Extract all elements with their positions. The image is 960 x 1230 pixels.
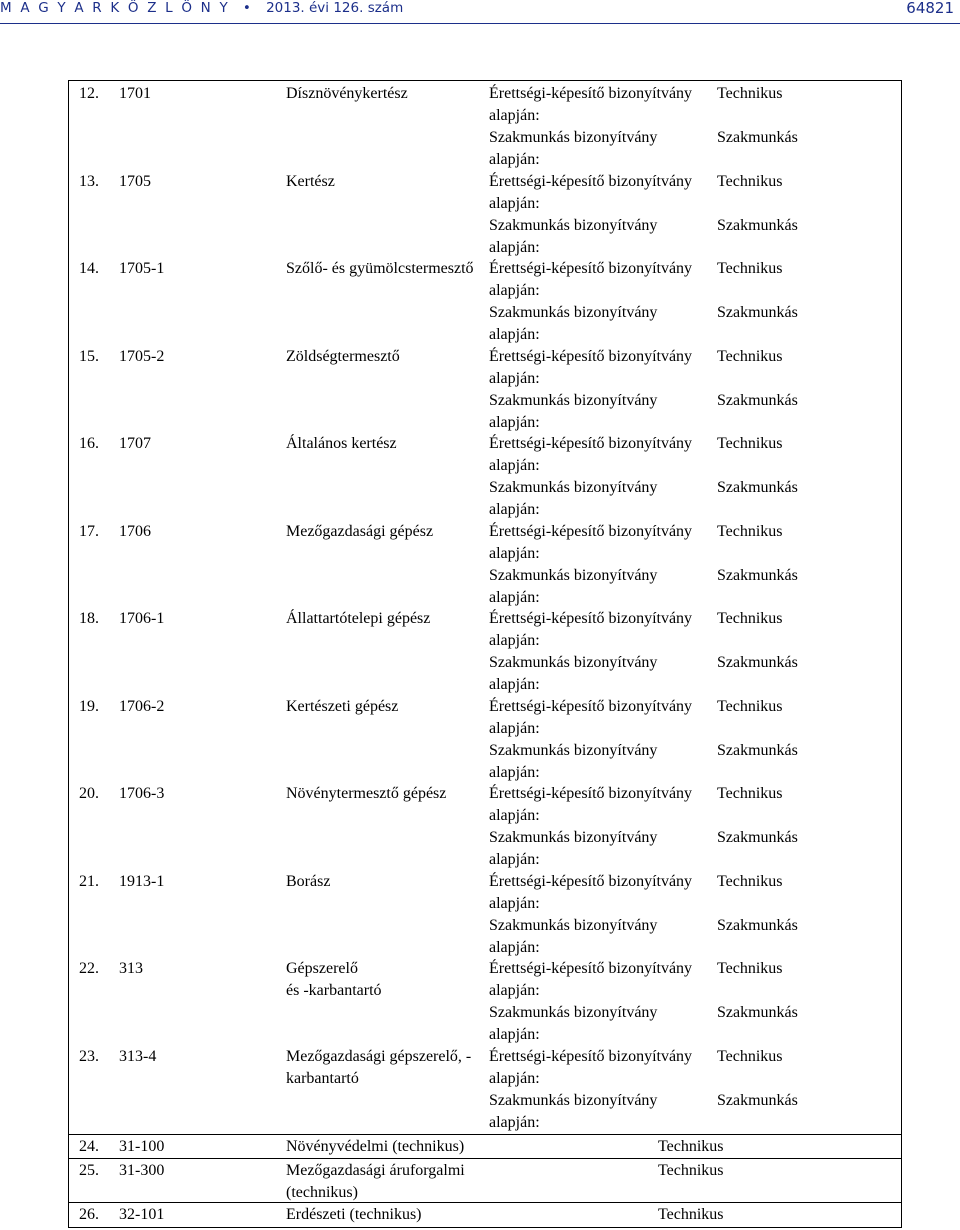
qualification-name: Erdészeti (technikus)	[286, 1206, 422, 1223]
basis-text: Szakmunkás bizonyítvány alapján:	[489, 916, 658, 956]
qualification-name: Állattartótelepi gépész	[286, 610, 431, 627]
qualification-code: 1705-2	[119, 347, 165, 365]
level-text: Szakmunkás	[717, 654, 798, 671]
basis-text: Érettségi-képesítő bizonyítvány alapján:	[489, 172, 693, 212]
row-number: 24.	[79, 1138, 99, 1155]
qualification-name: Gépszerelő és -karbantartó	[286, 960, 382, 999]
qualification-name: Általános kertész	[286, 435, 397, 452]
basis-text: Szakmunkás bizonyítvány alapján:	[489, 566, 658, 606]
basis-text: Érettségi-képesítő bizonyítvány alapján:	[489, 785, 693, 824]
page-header	[0, 0, 960, 30]
table-row-wide	[69, 1202, 901, 1230]
qualification-name: Szőlő- és gyümölcstermesztő	[286, 260, 474, 277]
separator-dot: •	[242, 0, 254, 16]
row-number: 20.	[79, 785, 99, 802]
level-text: Szakmunkás	[717, 304, 798, 321]
table-row	[69, 433, 901, 521]
table-row	[69, 521, 901, 609]
qualification-code: 313-4	[119, 1047, 157, 1065]
level-text: Technikus	[717, 260, 783, 277]
table-row	[69, 871, 901, 959]
level-text: Technikus	[717, 610, 783, 627]
qualification-name: Zöldségtermesztő	[286, 347, 400, 365]
row-number: 16.	[79, 435, 99, 452]
basis-text: Szakmunkás bizonyítvány alapján:	[489, 1091, 658, 1131]
basis-text: Érettségi-képesítő bizonyítvány alapján:	[489, 85, 693, 124]
qualification-code: 1701	[119, 85, 151, 102]
row-number: 17.	[79, 522, 99, 540]
basis-text: Szakmunkás bizonyítvány alapján:	[489, 829, 658, 868]
level-text: Szakmunkás	[717, 129, 798, 146]
qualification-code: 31-300	[119, 1162, 165, 1179]
qualification-name: Növényvédelmi (technikus)	[286, 1138, 465, 1155]
qualification-code: 1705	[119, 172, 151, 190]
level-text: Technikus	[717, 1047, 783, 1065]
level-text: Technikus	[717, 172, 783, 190]
qualification-code: 1705-1	[119, 260, 165, 277]
qualification-name: Mezőgazdasági áruforgalmi (technikus)	[286, 1162, 465, 1201]
level-text: Technikus	[717, 522, 783, 540]
table-row	[69, 83, 901, 171]
level-text: Technikus	[658, 1138, 724, 1155]
level-text: Szakmunkás	[717, 829, 798, 846]
level-text: Technikus	[717, 85, 783, 102]
level-text: Technikus	[717, 960, 783, 977]
row-number: 25.	[79, 1162, 99, 1179]
table-row-wide	[69, 1134, 901, 1159]
level-text: Technikus	[658, 1162, 724, 1179]
level-text: Szakmunkás	[717, 566, 798, 584]
basis-text: Szakmunkás bizonyítvány alapján:	[489, 304, 658, 343]
table-row	[69, 783, 901, 871]
qualification-name: Kertészeti gépész	[286, 697, 399, 715]
qualification-code: 1706-2	[119, 697, 165, 715]
qualification-code: 32-101	[119, 1206, 165, 1223]
basis-text: Szakmunkás bizonyítvány alapján:	[489, 654, 658, 693]
basis-text: Érettségi-képesítő bizonyítvány alapján:	[489, 522, 693, 562]
basis-text: Érettségi-képesítő bizonyítvány alapján:	[489, 435, 693, 474]
basis-text: Érettségi-képesítő bizonyítvány alapján:	[489, 347, 693, 387]
basis-text: Érettségi-képesítő bizonyítvány alapján:	[489, 872, 693, 912]
header-rule	[0, 23, 960, 24]
qualification-code: 1913-1	[119, 872, 165, 890]
row-number: 22.	[79, 960, 99, 977]
qualification-name: Kertész	[286, 172, 335, 190]
row-number: 14.	[79, 260, 99, 277]
level-text: Szakmunkás	[717, 391, 798, 409]
table-row	[69, 958, 901, 1046]
table-row	[69, 171, 901, 259]
basis-text: Szakmunkás bizonyítvány alapján:	[489, 129, 658, 168]
row-number: 13.	[79, 172, 99, 190]
level-text: Technikus	[717, 872, 783, 890]
qualification-code: 313	[119, 960, 143, 977]
level-text: Technikus	[717, 785, 783, 802]
qualification-code: 1706-3	[119, 785, 165, 802]
basis-text: Érettségi-képesítő bizonyítvány alapján:	[489, 610, 693, 649]
table-row	[69, 608, 901, 696]
row-number: 15.	[79, 347, 99, 365]
issue-label: 2013. évi 126. szám	[266, 0, 404, 16]
basis-text: Szakmunkás bizonyítvány alapján:	[489, 216, 658, 256]
table-row	[69, 1046, 901, 1134]
level-text: Szakmunkás	[717, 741, 798, 759]
qualification-code: 1706-1	[119, 610, 165, 627]
basis-text: Szakmunkás bizonyítvány alapján:	[489, 391, 658, 431]
row-number: 21.	[79, 872, 99, 890]
basis-text: Szakmunkás bizonyítvány alapján:	[489, 479, 658, 518]
basis-text: Szakmunkás bizonyítvány alapján:	[489, 1004, 658, 1043]
basis-text: Érettségi-képesítő bizonyítvány alapján:	[489, 1047, 693, 1087]
qualification-name: Mezőgazdasági gépszerelő, - karbantartó	[286, 1047, 472, 1087]
page-number: 64821	[906, 0, 954, 17]
row-number: 19.	[79, 697, 99, 715]
level-text: Szakmunkás	[717, 1091, 798, 1109]
row-number: 12.	[79, 85, 99, 102]
level-text: Technikus	[658, 1206, 724, 1223]
journal-title: M A G Y A R K Ö Z L Ö N Y	[0, 0, 230, 16]
row-number: 23.	[79, 1047, 99, 1065]
level-text: Szakmunkás	[717, 1004, 798, 1021]
level-text: Technikus	[717, 435, 783, 452]
qualification-name: Mezőgazdasági gépész	[286, 522, 434, 540]
qualification-code: 31-100	[119, 1138, 165, 1155]
qualification-name: Borász	[286, 872, 331, 890]
table-row-wide	[69, 1158, 901, 1203]
level-text: Technikus	[717, 697, 783, 715]
level-text: Szakmunkás	[717, 216, 798, 234]
basis-text: Érettségi-képesítő bizonyítvány alapján:	[489, 697, 693, 737]
qualification-code: 1707	[119, 435, 151, 452]
basis-text: Érettségi-képesítő bizonyítvány alapján:	[489, 960, 693, 999]
qualification-name: Dísznövénykertész	[286, 85, 408, 102]
level-text: Technikus	[717, 347, 783, 365]
qualification-name: Növénytermesztő gépész	[286, 785, 447, 802]
level-text: Szakmunkás	[717, 479, 798, 496]
basis-text: Szakmunkás bizonyítvány alapján:	[489, 741, 658, 781]
running-head	[0, 0, 403, 16]
row-number: 26.	[79, 1206, 99, 1223]
qualification-code: 1706	[119, 522, 151, 540]
table-row	[69, 258, 901, 346]
level-text: Szakmunkás	[717, 916, 798, 934]
table-row	[69, 346, 901, 434]
qualification-table	[68, 80, 902, 1228]
basis-text: Érettségi-képesítő bizonyítvány alapján:	[489, 260, 693, 299]
table-row	[69, 696, 901, 784]
row-number: 18.	[79, 610, 99, 627]
